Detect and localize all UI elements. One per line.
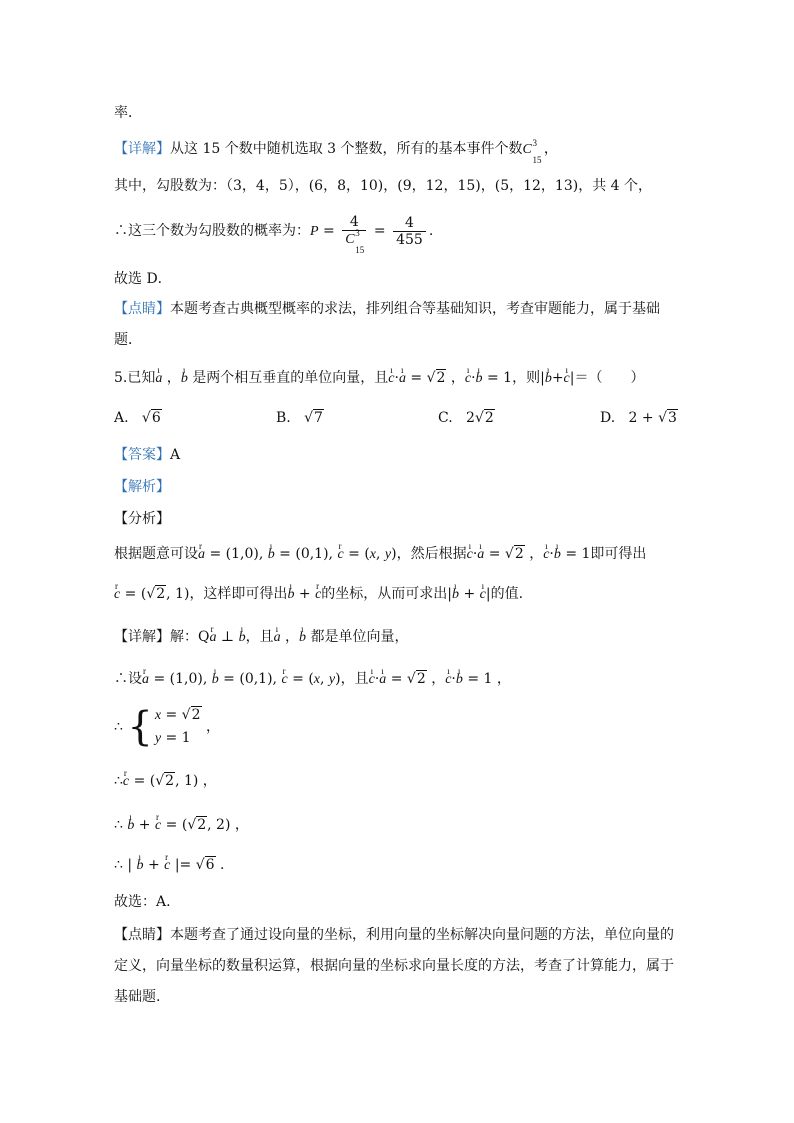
option-c: C. 2√2	[438, 410, 494, 426]
answer-tag: 【答案】	[114, 447, 170, 463]
option-b: B. √7	[276, 410, 323, 426]
c-result-line: ∴r c = (√2, 1) ，	[114, 772, 217, 791]
remark2-line-1: 【点睛】本题考查了通过设向量的坐标，利用向量的坐标解决向量问题的方法，单位向量的	[114, 927, 674, 943]
line-6: 【点睛】本题考查古典概型概率的求法，排列组合等基础知识，考查审题能力，属于基础	[114, 301, 660, 317]
line-4: ∴这三个数为勾股数的概率为：P = 4 C 3 15 = $\frac{4}{455}$ .	[114, 214, 434, 255]
option-d: D. 2 + √3	[600, 410, 677, 426]
line-3: 其中，勾股数为：（3，4，5），(6，8，10)，(9，12，15)，(5，12，13)，共 4 个，	[114, 178, 653, 194]
detail-tag: 【详解】	[114, 141, 170, 157]
line-5: 故选 D．	[114, 271, 172, 287]
remark2-line-3: 基础题.	[114, 989, 161, 1005]
detail2-line: 【详解】解：Qr a ⊥ ı b，且ı a ，ı b 都是单位向量，	[114, 628, 408, 647]
option-a: A. √6	[114, 410, 161, 426]
analysis-tag: 【解析】	[114, 479, 170, 495]
remark2-line-2: 定义，向量坐标的数量积运算，根据向量的坐标求向量长度的方法，考查了计算能力，属于	[114, 958, 674, 974]
sum-line: ∴ ı b + r c = (√2, 2) ，	[114, 816, 249, 835]
line-7: 题．	[114, 332, 142, 348]
analysis-line	[114, 478, 170, 496]
combination-formula: C 3 15	[522, 138, 542, 165]
set-line: ∴设r a = (1,0), ı b = (0,1), r c = (x, y)，且ı c·ı a = √2 ，ı c·ı b = 1 ，	[114, 670, 511, 689]
system-line: ∴ { x = √2 y = 1 ，	[114, 704, 220, 750]
choice-line: 故选：A.	[114, 894, 171, 910]
answer-line: 【答案】A	[114, 447, 181, 463]
remark-tag: 【点睛】	[114, 301, 170, 317]
fenxi-tag: 【分析】	[114, 511, 170, 527]
detail-tag-2: 【详解】	[114, 629, 170, 645]
norm-line: ∴ | ı b + r c |= √6 .	[114, 856, 225, 875]
fenxi-body-1: 根据题意可设r a = (1,0), ı b = (0,1), r c = (x, y)，然后根据ı c·ı a = √2 ，ı c·ı b = 1即可得出	[114, 545, 646, 564]
fenxi-body-2: r c = (√2, 1)，这样即可得出ı b + r c的坐标，从而可求出|ı b + ı c|的值.	[114, 585, 523, 604]
fenxi-line	[114, 510, 170, 528]
line-1	[114, 104, 142, 122]
fraction: $\frac{4}{455}$	[393, 215, 426, 248]
line-2: 【详解】从这 15 个数中随机选取 3 个整数，所有的基本事件个数C 3 15 ，	[114, 138, 558, 165]
fraction: 4 C 3 15	[342, 214, 366, 248]
text: 率．	[114, 105, 142, 121]
text: 从这 15 个数中随机选取 3 个整数，所有的基本事件个数	[170, 141, 523, 157]
remark-tag-2: 【点睛】	[114, 927, 170, 943]
question-5: 5.已知ı a ，ı b 是两个相互垂直的单位向量，且ı c·ı a = √2 ，ı c·ı b = 1，则|ı b+ı c|＝（ ）	[114, 369, 644, 388]
